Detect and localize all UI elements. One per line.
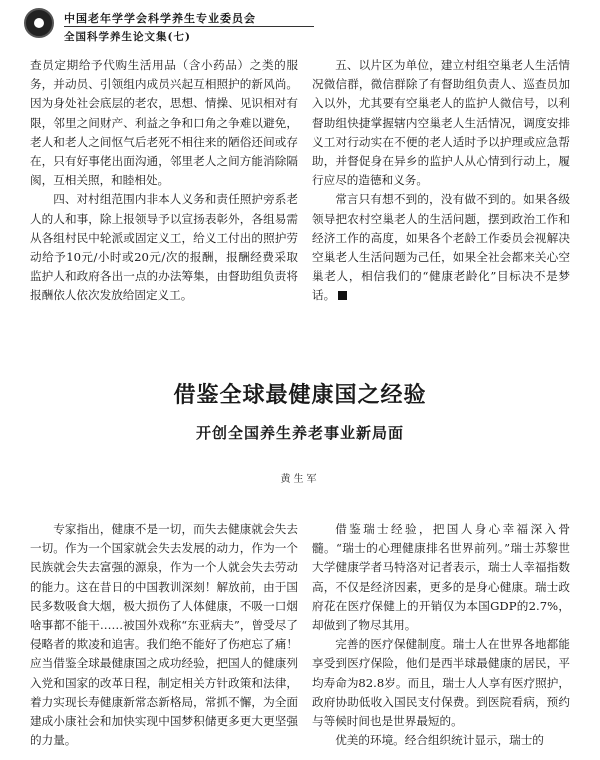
lower-right-paragraph-1: 借鉴瑞士经验，把国人身心幸福深入骨髓。“瑞士的心理健康排名世界前列。”瑞士苏黎世大学健康学者马特洛对记者表示，瑞士人幸福指数高，不仅是经济因素，更多的是身心健康。瑞士政府花在医疗保健上的开销仅为本国GDP的2.7%，却做到了物尽其用。 — [312, 522, 570, 633]
lower-left-paragraph-1: 专家指出，健康不是一切，而失去健康就会失去一切。作为一个国家就会失去发展的动力，作为一个民族就会失去富强的源泉，作为一个人就会失去劳动的能力。这在昔日的中国教训深刻！解放前，由于国民多数吸食大烟，极大损伤了人体健康，不吸一口烟啥事都不能干……被国外戏称“东亚病夫”，曾受尽了侵略者的欺凌和追害。我们绝不能好了伤疤忘了痛！应当借鉴全球最健康国之成功经验，把国人的健康列入党和国家的改革日程，制定相关方针政策和法律，着力实现长寿健康新常态新格局，常抓不懈，为全面建成小康社会和加快实现中国梦积储更多更大更坚强的力量。 — [30, 522, 298, 748]
lower-right-column — [312, 520, 570, 750]
end-mark-icon — [338, 291, 347, 300]
article-subtitle: 开创全国养生养老事业新局面 — [195, 424, 404, 442]
page-header — [10, 6, 590, 50]
association-logo-icon — [24, 8, 54, 38]
lower-left-column — [30, 520, 298, 750]
upper-right-paragraph-1: 五、以片区为单位，建立村组空巢老人生活情况微信群，微信群除了有督助组负责人、巡查员加入以外，尤其要有空巢老人的监护人微信号，以利督助组快捷掌握辖内空巢老人生活情况，调度安排义工对行动实在不便的老人适时予以护理或应急帮助，并督促身在异乡的监护人从心情到行动上，履行应尽的造德和义务。 — [312, 58, 570, 188]
header-collection-name: 全国科学养生论文集(七) — [64, 31, 191, 43]
article-title: 借鉴全球最健康国之经验 — [173, 382, 427, 408]
article-author: 黄生军 — [280, 474, 320, 485]
header-association-name: 中国老年学学会科学养生专业委员会 — [64, 12, 256, 25]
upper-right-paragraph-2 — [312, 190, 570, 305]
header-rule — [64, 26, 314, 27]
upper-left-column — [30, 56, 298, 306]
upper-right-column — [312, 56, 570, 306]
upper-left-paragraph-2: 四、对村组范围内非本人义务和责任照护旁系老人的人和事，除上报领导予以宣扬表彰外，各组易需从各组村民中轮派或固定义工，给义工付出的照护劳动给予10元/小时或20元/次的报酬，报酬经费采取监护人和政府各出一点的办法筹集，由督助组负责将报酬依人依次发放给固定义工。 — [30, 192, 298, 303]
lower-right-paragraph-2: 完善的医疗保健制度。瑞士人在世界各地都能享受到医疗保险，他们是西半球最健康的居民，平均寿命为82.8岁。而且，瑞士人人享有医疗照护，政府协助低收入国民支付保费。到医院看病，预约与等候时间也是世界最短的。 — [312, 637, 570, 729]
upper-left-paragraph-1: 查员定期给予代购生活用品（含小药品）之类的服务，并动员、引领组内成员兴起互相照护的新风尚。因为身处社会底层的老农，思想、情操、见识相对有限，邻里之间财产、利益之争和口角之争难以避免，老人和老人之间怄气后老死不相往来的陋俗还间或存在，只有好事佬出面沟通，邻里老人之间方能消除隔阂，互相关照，和睦相处。 — [30, 58, 298, 188]
upper-right-paragraph-2-text: 常言只有想不到的，没有做不到的。如果各级领导把农村空巢老人的生活问题，摆到政治工作和经济工作的高度，如果各个老龄工作委员会视解决空巢老人生活问题为己任，如果全社会都来关心空巢老人，相信我们的“健康老龄化”目标决不是梦话。 — [312, 192, 570, 303]
lower-right-paragraph-3: 优美的环境。经合组织统计显示，瑞士的 — [335, 733, 544, 748]
